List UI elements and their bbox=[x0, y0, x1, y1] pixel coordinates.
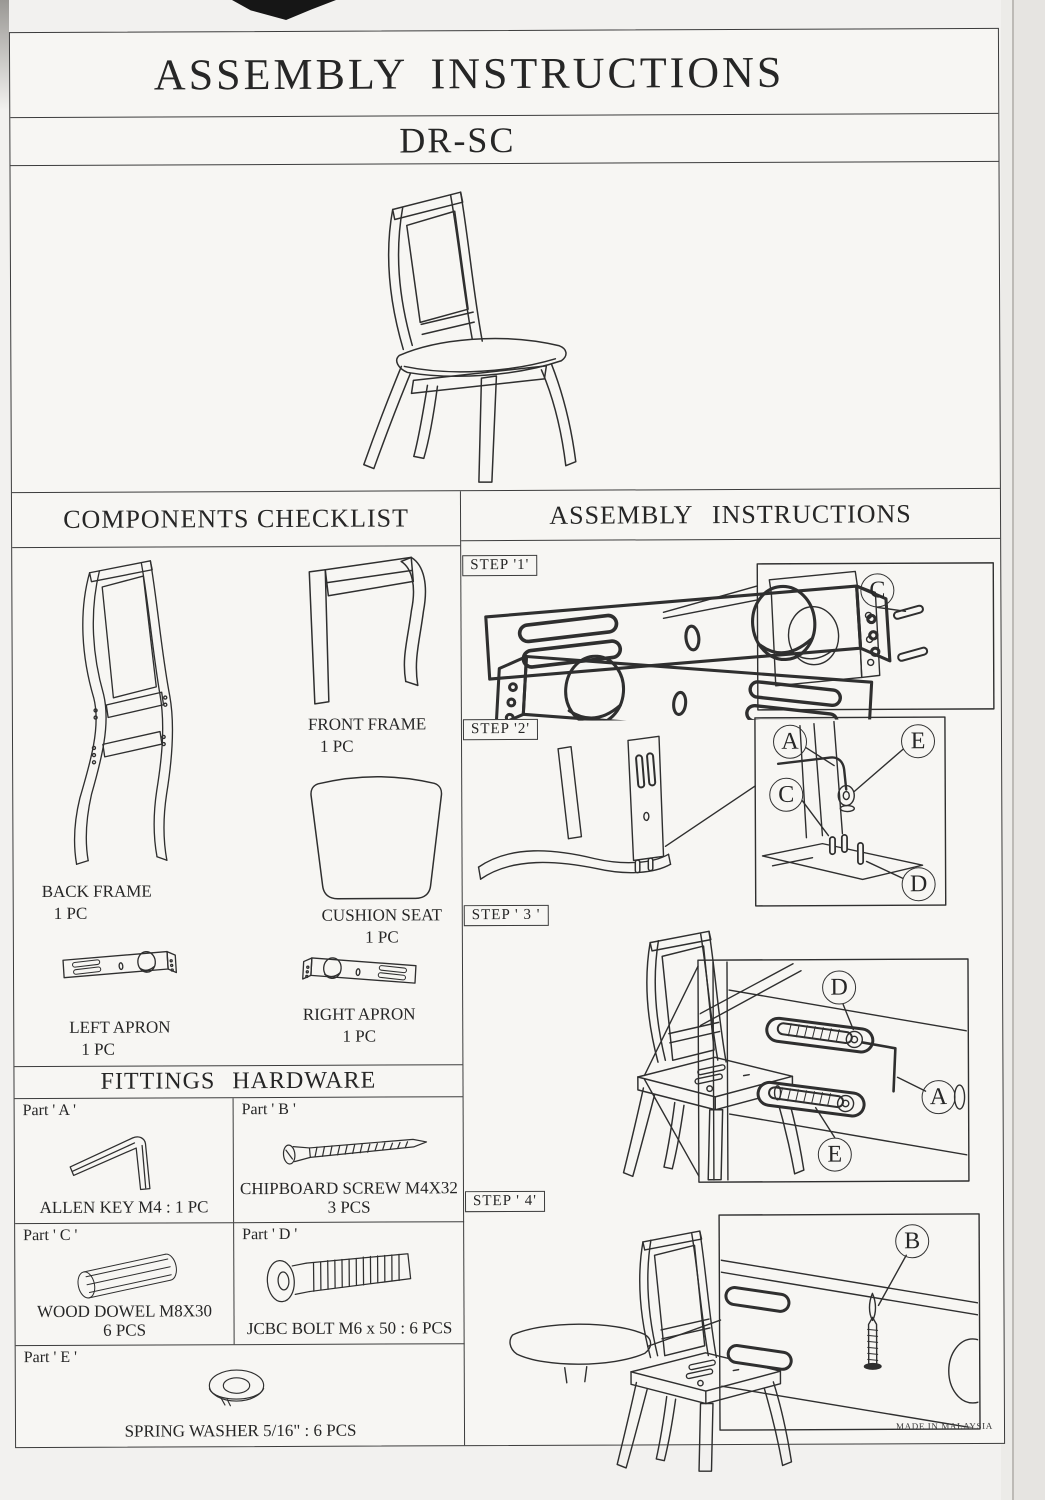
front-frame-label: FRONT FRAME 1 PC bbox=[307, 714, 427, 756]
callout-b: B bbox=[895, 1224, 929, 1258]
part-c-desc: WOOD DOWEL M8X30 6 PCS bbox=[36, 1301, 213, 1341]
back-frame-label: BACK FRAME 1 PC bbox=[41, 881, 152, 924]
wood-dowel-illustration bbox=[49, 1243, 199, 1310]
step-2 bbox=[462, 715, 999, 917]
step-3 bbox=[463, 901, 1000, 1188]
scan-artifact bbox=[232, 0, 336, 20]
spring-washer-illustration bbox=[174, 1359, 304, 1422]
part-d-label: Part ' D ' bbox=[242, 1225, 298, 1244]
allen-key-illustration bbox=[47, 1122, 197, 1195]
callout-d: D bbox=[902, 867, 936, 901]
part-b-label: Part ' B ' bbox=[241, 1100, 296, 1119]
jcbc-bolt-illustration bbox=[249, 1236, 449, 1313]
fitting-cell-e bbox=[16, 1343, 465, 1447]
fitting-cell-b bbox=[233, 1097, 465, 1222]
title-band bbox=[10, 29, 998, 118]
fittings-heading: FITTINGS HARDWARE bbox=[14, 1064, 462, 1099]
right-apron-label: RIGHT APRON 1 PC bbox=[302, 1004, 416, 1046]
callout-e: E bbox=[901, 724, 935, 758]
part-d-desc: JCBC BOLT M6 x 50 : 6 PCS bbox=[246, 1318, 453, 1339]
front-frame-illustration bbox=[295, 553, 446, 714]
back-frame-illustration bbox=[50, 554, 203, 868]
step-1-label: STEP '1' bbox=[462, 555, 537, 576]
step-3-diagram bbox=[463, 901, 1000, 1188]
components-heading: COMPONENTS CHECKLIST bbox=[12, 491, 460, 548]
cushion-seat-label: CUSHION SEAT 1 PC bbox=[321, 905, 443, 947]
fitting-cell-c bbox=[15, 1222, 234, 1345]
step-4 bbox=[464, 1187, 1001, 1477]
chair-illustration bbox=[341, 178, 672, 491]
right-apron-illustration bbox=[295, 953, 419, 995]
callout-c: C bbox=[860, 573, 894, 607]
callout-a: A bbox=[773, 725, 807, 759]
assembly-heading: ASSEMBLY INSTRUCTIONS bbox=[461, 489, 1000, 541]
step-3-label: STEP ' 3 ' bbox=[464, 905, 549, 926]
page-title: ASSEMBLY INSTRUCTIONS bbox=[153, 47, 785, 100]
callout-a: A bbox=[921, 1080, 955, 1114]
step-1 bbox=[461, 549, 998, 721]
callout-e: E bbox=[818, 1137, 852, 1171]
fitting-cell-d bbox=[233, 1221, 465, 1344]
made-in-label: MADE IN MALAYSIA bbox=[895, 1420, 993, 1432]
step-1-diagram bbox=[461, 549, 998, 721]
components-column bbox=[12, 491, 465, 1447]
left-apron-label: LEFT APRON 1 PC bbox=[69, 1017, 171, 1059]
hero-section bbox=[11, 162, 1000, 493]
part-c-label: Part ' C ' bbox=[23, 1226, 78, 1245]
chipboard-screw-illustration bbox=[274, 1119, 444, 1177]
part-a-label: Part ' A ' bbox=[22, 1101, 76, 1120]
part-e-desc: SPRING WASHER 5/16" : 6 PCS bbox=[124, 1421, 357, 1442]
callout-d: D bbox=[822, 970, 856, 1004]
part-e-label: Part ' E ' bbox=[23, 1348, 78, 1367]
model-band bbox=[10, 114, 998, 166]
assembly-column bbox=[461, 489, 1004, 1445]
scan-artifact bbox=[0, 0, 9, 110]
cushion-seat-illustration bbox=[301, 769, 452, 905]
part-b-desc: CHIPBOARD SCREW M4X32 3 PCS bbox=[239, 1178, 458, 1218]
fitting-cell-a bbox=[15, 1098, 234, 1223]
step-4-label: STEP ' 4' bbox=[465, 1191, 545, 1212]
callout-c: C bbox=[769, 778, 803, 812]
model-code: DR-SC bbox=[399, 119, 516, 160]
paper-edge bbox=[1012, 0, 1014, 1500]
part-a-desc: ALLEN KEY M4 : 1 PC bbox=[39, 1197, 209, 1218]
left-apron-illustration bbox=[60, 947, 184, 989]
step-2-label: STEP '2' bbox=[463, 719, 538, 740]
sheet-border bbox=[9, 28, 1005, 1448]
